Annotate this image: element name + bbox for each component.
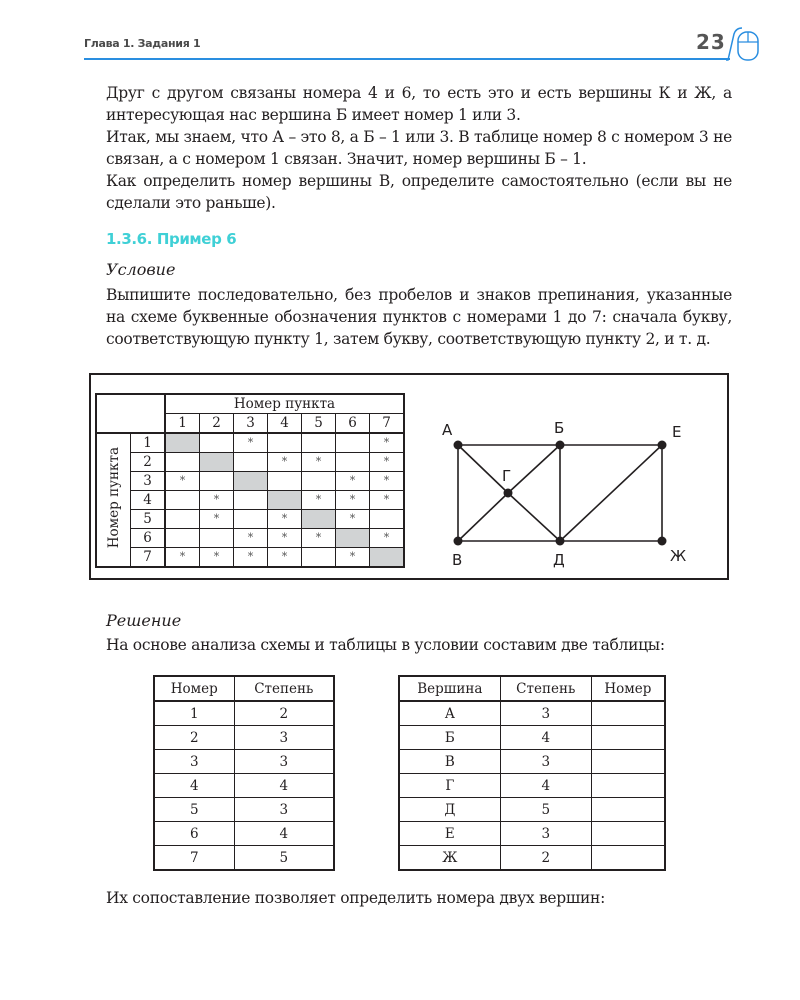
matrix-cell: * xyxy=(302,453,336,472)
number-degree-header: Номер xyxy=(154,676,234,701)
matrix-cell xyxy=(200,529,234,548)
graph-vertex xyxy=(556,441,565,450)
matrix-row-number: 7 xyxy=(131,548,166,568)
graph-vertex xyxy=(658,537,667,546)
vertex-degree-cell: 4 xyxy=(500,774,591,798)
table-row xyxy=(154,774,334,798)
number-degree-cell: 4 xyxy=(234,822,334,846)
matrix-diagonal-cell xyxy=(336,529,370,548)
graph-vertex-label: А xyxy=(442,421,453,439)
matrix-column-header: Номер пункта xyxy=(165,394,404,414)
matrix-diagonal-cell xyxy=(200,453,234,472)
solution-heading: Решение xyxy=(106,611,182,630)
matrix-row-number: 4 xyxy=(131,491,166,510)
matrix-column-number: 1 xyxy=(165,414,200,434)
matrix-cell xyxy=(234,453,268,472)
vertex-degree-cell: В xyxy=(399,750,500,774)
paragraph-text: Как определить номер вершины В, определите самостоятельно (если вы не сделали это раньше). xyxy=(106,172,732,212)
matrix-cell xyxy=(336,433,370,453)
matrix-cell: * xyxy=(370,433,405,453)
matrix-cell xyxy=(165,529,200,548)
matrix-cell xyxy=(165,510,200,529)
graph-vertex xyxy=(556,537,565,546)
matrix-cell: * xyxy=(370,472,405,491)
vertex-degree-header: Вершина xyxy=(399,676,500,701)
number-degree-cell: 4 xyxy=(234,774,334,798)
matrix-column-number: 2 xyxy=(200,414,234,434)
number-degree-cell: 3 xyxy=(234,726,334,750)
matrix-diagonal-cell xyxy=(302,510,336,529)
vertex-degree-cell: Б xyxy=(399,726,500,750)
matrix-diagonal-cell xyxy=(234,472,268,491)
number-degree-cell: 4 xyxy=(154,774,234,798)
matrix-cell: * xyxy=(336,491,370,510)
graph-edge xyxy=(458,445,508,493)
vertex-degree-cell: Г xyxy=(399,774,500,798)
number-degree-cell: 5 xyxy=(154,798,234,822)
matrix-cell: * xyxy=(200,548,234,568)
matrix-row xyxy=(96,472,404,491)
vertex-degree-table xyxy=(398,675,666,871)
matrix-cell: * xyxy=(234,529,268,548)
vertex-degree-header: Номер xyxy=(591,676,665,701)
table-row xyxy=(399,726,665,750)
matrix-cell: * xyxy=(302,491,336,510)
matrix-cell xyxy=(268,472,302,491)
vertex-degree-cell xyxy=(591,701,665,726)
vertex-degree-cell: Ж xyxy=(399,846,500,871)
graph-diagram xyxy=(430,410,720,570)
matrix-cell xyxy=(268,433,302,453)
table-row xyxy=(399,822,665,846)
matrix-cell: * xyxy=(165,548,200,568)
graph-vertex-label: Ж xyxy=(670,547,687,565)
vertex-degree-cell: 4 xyxy=(500,726,591,750)
table-row xyxy=(154,798,334,822)
vertex-degree-cell: А xyxy=(399,701,500,726)
matrix-cell: * xyxy=(370,491,405,510)
vertex-degree-cell: 3 xyxy=(500,750,591,774)
graph-vertex xyxy=(454,441,463,450)
paragraph xyxy=(106,126,732,170)
graph-vertex-label: Д xyxy=(553,551,565,569)
matrix-cell xyxy=(234,491,268,510)
matrix-cell xyxy=(165,491,200,510)
matrix-cell: * xyxy=(370,529,405,548)
matrix-cell xyxy=(200,433,234,453)
graph-vertex-label: Г xyxy=(502,467,512,485)
matrix-row-header-text: Номер пункта xyxy=(105,446,122,549)
table-row xyxy=(399,774,665,798)
matrix-row xyxy=(96,510,404,529)
graph-vertex-label: Б xyxy=(554,419,565,437)
chapter-title: Глава 1. Задания 1 xyxy=(84,37,201,50)
matrix-column-number: 7 xyxy=(370,414,405,434)
table-row xyxy=(399,846,665,871)
vertex-degree-cell xyxy=(591,822,665,846)
matrix-row-number: 1 xyxy=(131,433,166,453)
matrix-row xyxy=(96,491,404,510)
solution-intro: На основе анализа схемы и таблицы в условии составим две таблицы: xyxy=(106,636,665,654)
vertex-degree-cell: Д xyxy=(399,798,500,822)
matrix-row xyxy=(96,548,404,568)
matrix-row-number: 5 xyxy=(131,510,166,529)
conclusion-text: Их сопоставление позволяет определить номера двух вершин: xyxy=(106,889,605,907)
vertex-degree-cell xyxy=(591,798,665,822)
graph-edge xyxy=(508,493,560,541)
paragraph xyxy=(106,82,732,126)
matrix-diagonal-cell xyxy=(165,433,200,453)
matrix-diagonal-cell xyxy=(268,491,302,510)
matrix-row-number: 2 xyxy=(131,453,166,472)
vertex-degree-cell: 2 xyxy=(500,846,591,871)
matrix-cell: * xyxy=(336,510,370,529)
vertex-degree-cell xyxy=(591,726,665,750)
matrix-cell xyxy=(336,453,370,472)
number-degree-cell: 5 xyxy=(234,846,334,871)
table-row xyxy=(154,701,334,726)
vertex-degree-cell xyxy=(591,846,665,871)
matrix-cell: * xyxy=(268,548,302,568)
table-row xyxy=(154,846,334,871)
number-degree-cell: 7 xyxy=(154,846,234,871)
vertex-degree-cell xyxy=(591,774,665,798)
matrix-cell: * xyxy=(200,491,234,510)
table-row xyxy=(154,750,334,774)
paragraph xyxy=(106,170,732,214)
number-degree-cell: 2 xyxy=(154,726,234,750)
matrix-cell xyxy=(370,510,405,529)
matrix-row-number: 3 xyxy=(131,472,166,491)
matrix-column-number: 6 xyxy=(336,414,370,434)
condition-heading: Условие xyxy=(106,260,176,279)
vertex-degree-header: Степень xyxy=(500,676,591,701)
matrix-cell: * xyxy=(268,510,302,529)
graph-vertex-label: В xyxy=(452,551,463,569)
vertex-degree-cell: 3 xyxy=(500,701,591,726)
matrix-cell: * xyxy=(165,472,200,491)
matrix-cell: * xyxy=(268,529,302,548)
graph-vertex xyxy=(504,489,513,498)
number-degree-cell: 2 xyxy=(234,701,334,726)
matrix-row-number: 6 xyxy=(131,529,166,548)
graph-vertex xyxy=(454,537,463,546)
mouse-icon xyxy=(726,26,766,66)
matrix-cell xyxy=(302,548,336,568)
section-title: 1.3.6. Пример 6 xyxy=(106,230,237,248)
number-degree-cell: 3 xyxy=(234,750,334,774)
table-row xyxy=(154,726,334,750)
number-degree-cell: 1 xyxy=(154,701,234,726)
matrix-cell xyxy=(234,510,268,529)
graph-edge xyxy=(508,445,560,493)
matrix-row xyxy=(96,453,404,472)
matrix-row xyxy=(96,529,404,548)
graph-vertex-label: Е xyxy=(672,423,682,441)
matrix-diagonal-cell xyxy=(370,548,405,568)
matrix-cell xyxy=(302,433,336,453)
vertex-degree-cell: 5 xyxy=(500,798,591,822)
matrix-cell: * xyxy=(336,472,370,491)
table-row xyxy=(399,701,665,726)
header-rule xyxy=(84,58,730,60)
page-number: 23 xyxy=(696,30,726,54)
graph-vertex xyxy=(658,441,667,450)
matrix-cell xyxy=(302,472,336,491)
matrix-cell: * xyxy=(234,548,268,568)
number-degree-cell: 6 xyxy=(154,822,234,846)
vertex-degree-cell xyxy=(591,750,665,774)
condition-text: Выпишите последовательно, без пробелов и знаков препинания, указанные на схеме буквенные обозначения пунктов с номерами 1 до 7: сначала букву, соответствующую пункту 1, затем букву, соответствующую пункту 2, и т. д. xyxy=(106,286,732,348)
vertex-degree-cell: Е xyxy=(399,822,500,846)
matrix-column-number: 3 xyxy=(234,414,268,434)
number-degree-cell: 3 xyxy=(234,798,334,822)
matrix-cell: * xyxy=(302,529,336,548)
matrix-corner xyxy=(96,394,165,433)
paragraph-text: Итак, мы знаем, что А – это 8, а Б – 1 или 3. В таблице номер 8 с номером 3 не связан, а с номером 1 связан. Значит, номер вершины Б – 1. xyxy=(106,128,732,168)
matrix-row xyxy=(96,433,404,453)
adjacency-matrix xyxy=(95,393,405,568)
graph-edge xyxy=(458,493,508,541)
table-row xyxy=(399,798,665,822)
paragraph-text: Друг с другом связаны номера 4 и 6, то есть это и есть вершины К и Ж, а интересующая нас вершина Б имеет номер 1 или 3. xyxy=(106,84,732,124)
number-degree-header: Степень xyxy=(234,676,334,701)
vertex-degree-cell: 3 xyxy=(500,822,591,846)
number-degree-cell: 3 xyxy=(154,750,234,774)
matrix-column-number: 5 xyxy=(302,414,336,434)
matrix-cell: * xyxy=(336,548,370,568)
graph-edge xyxy=(560,445,662,541)
matrix-cell: * xyxy=(200,510,234,529)
matrix-cell xyxy=(200,472,234,491)
matrix-cell: * xyxy=(268,453,302,472)
matrix-row-header xyxy=(96,433,131,567)
table-row xyxy=(154,822,334,846)
matrix-cell: * xyxy=(370,453,405,472)
matrix-cell xyxy=(165,453,200,472)
matrix-cell: * xyxy=(234,433,268,453)
number-degree-table xyxy=(153,675,335,871)
table-row xyxy=(399,750,665,774)
matrix-column-number: 4 xyxy=(268,414,302,434)
